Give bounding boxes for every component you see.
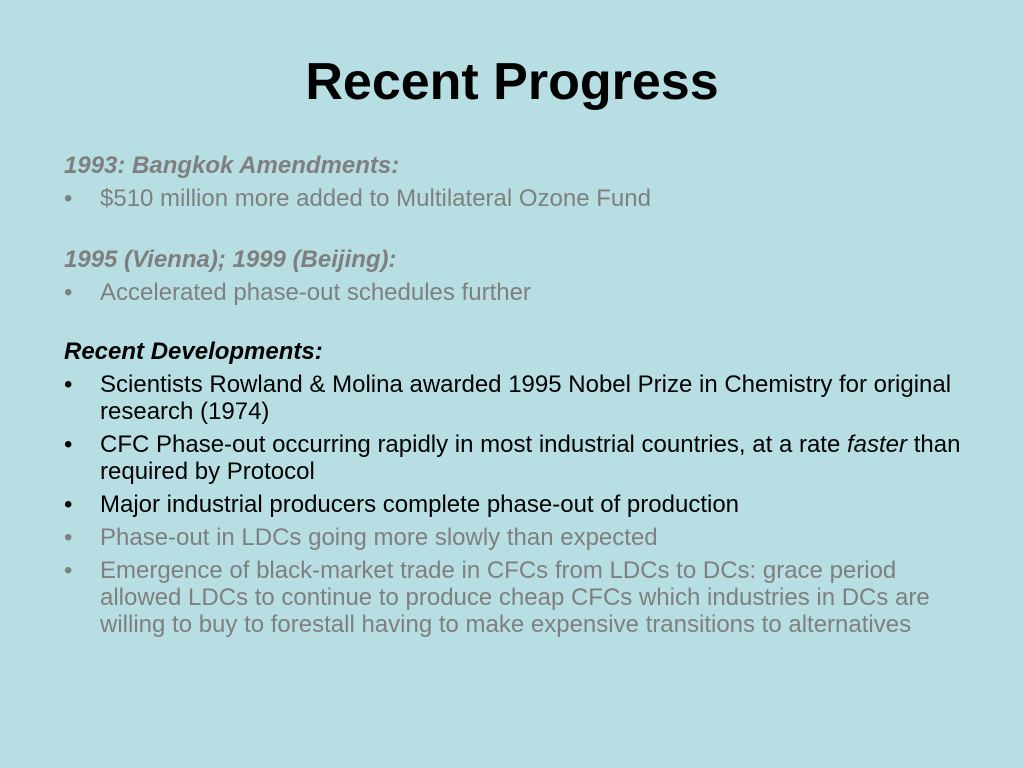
bullet-text: Major industrial producers complete phase-out of production xyxy=(100,491,740,518)
list-item xyxy=(64,371,964,425)
bullet-text xyxy=(100,431,960,485)
section-heading-recent-developments: Recent Developments: xyxy=(64,338,323,365)
bullet-icon: • xyxy=(64,185,73,212)
bullet-list-bangkok xyxy=(64,185,964,212)
list-item xyxy=(64,491,964,518)
list-item xyxy=(64,524,964,551)
spacer xyxy=(64,212,964,246)
list-item xyxy=(64,431,964,485)
bullet-list-vienna-beijing xyxy=(64,279,964,306)
bullet-icon: • xyxy=(64,279,73,306)
bullet-icon: • xyxy=(64,491,73,518)
bullet-text: Emergence of black-market trade in CFCs from LDCs to DCs: grace period allowed LDCs to continue to produce cheap CFCs which industries in DCs are willing to buy to forestall having to make expensive transitions to alternatives xyxy=(100,557,930,638)
bullet-text-after: than required by Protocol xyxy=(100,431,961,485)
bullet-text: Phase-out in LDCs going more slowly than expected xyxy=(100,524,658,551)
bullet-text: $510 million more added to Multilateral Ozone Fund xyxy=(100,185,651,212)
bullet-text-before: CFC Phase-out occurring rapidly in most industrial countries, at a rate xyxy=(100,431,847,458)
section-heading-bangkok: 1993: Bangkok Amendments: xyxy=(64,152,400,179)
bullet-icon: • xyxy=(64,431,73,458)
list-item xyxy=(64,185,964,212)
bullet-icon: • xyxy=(64,371,73,398)
spacer xyxy=(64,306,964,338)
bullet-icon: • xyxy=(64,557,73,584)
list-item xyxy=(64,557,964,638)
bullet-text-emphasis: faster xyxy=(847,431,908,458)
bullet-text: Scientists Rowland & Molina awarded 1995 Nobel Prize in Chemistry for original research (1974) xyxy=(100,371,952,425)
slide-title: Recent Progress xyxy=(305,53,719,111)
section-heading-vienna-beijing: 1995 (Vienna); 1999 (Beijing): xyxy=(64,246,397,273)
slide-body xyxy=(64,152,964,638)
list-item xyxy=(64,279,964,306)
bullet-text: Accelerated phase-out schedules further xyxy=(100,279,531,306)
bullet-icon: • xyxy=(64,524,73,551)
bullet-list-recent-developments xyxy=(64,371,964,638)
